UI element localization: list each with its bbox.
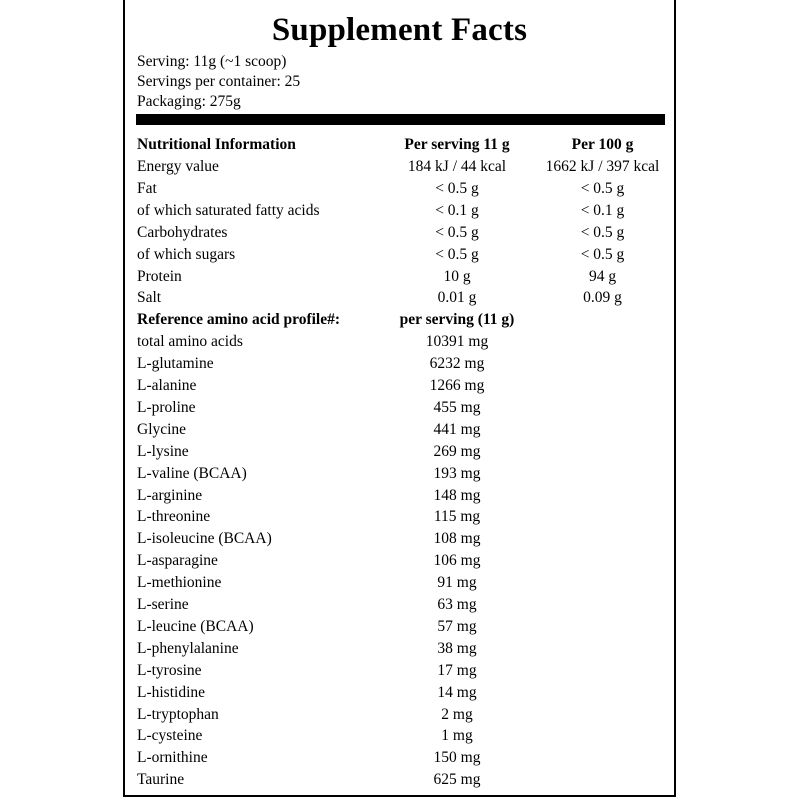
amino-row-col-1: L-isoleucine (BCAA) <box>137 530 272 548</box>
amino-row-col-1: L-ornithine <box>137 749 208 767</box>
amino-row-col-1: L-histidine <box>137 683 206 701</box>
separator-bar <box>136 114 665 125</box>
nutrition-row-col-2: < 0.5 g <box>435 245 479 263</box>
amino-header-per-serving: per serving (11 g) <box>399 311 515 329</box>
nutrition-row <box>125 289 674 311</box>
nutrition-row-col-2: < 0.1 g <box>435 201 479 219</box>
amino-row-col-2: 108 mg <box>433 530 481 548</box>
amino-row <box>125 421 674 443</box>
nutrition-row <box>125 268 674 290</box>
amino-row-col-2: 6232 mg <box>429 355 485 373</box>
amino-row <box>125 771 674 793</box>
amino-row <box>125 355 674 377</box>
amino-row-col-1: L-glutamine <box>137 355 214 373</box>
amino-row <box>125 377 674 399</box>
amino-row-col-2: 2 mg <box>441 705 473 723</box>
amino-row-col-1: L-arginine <box>137 486 203 504</box>
amino-row <box>125 662 674 684</box>
nutrition-row-col-1: Salt <box>137 289 162 307</box>
nutrition-row-col-3: < 0.5 g <box>580 179 625 197</box>
amino-row-col-2: 148 mg <box>433 486 481 504</box>
servings-per-container: Servings per container: 25 <box>137 73 301 90</box>
amino-row-col-1: L-asparagine <box>137 552 218 570</box>
amino-row-col-1: Glycine <box>137 420 187 438</box>
nutrition-row-col-2: < 0.5 g <box>435 179 479 197</box>
amino-row <box>125 706 674 728</box>
amino-row <box>125 465 674 487</box>
nutrition-row-col-2: < 0.5 g <box>435 223 479 241</box>
amino-row <box>125 749 674 771</box>
nutrition-header-per-serving: Per serving 11 g <box>404 136 510 153</box>
amino-row-col-2: 150 mg <box>433 749 481 767</box>
amino-row-col-1: L-valine (BCAA) <box>137 464 247 482</box>
nutrition-header-label: Nutritional Information <box>137 136 296 153</box>
amino-row <box>125 684 674 706</box>
amino-header-row <box>125 311 674 333</box>
amino-row-col-1: L-proline <box>137 398 196 416</box>
nutrition-row <box>125 224 674 246</box>
supplement-facts-panel <box>123 0 676 797</box>
amino-row-col-1: L-tryptophan <box>137 705 219 723</box>
amino-row-col-2: 63 mg <box>437 596 477 613</box>
amino-row <box>125 640 674 662</box>
nutrition-row-col-3: < 0.5 g <box>580 223 625 241</box>
amino-row-col-2: 1266 mg <box>429 377 485 394</box>
nutrition-header-row <box>125 136 674 158</box>
amino-row <box>125 487 674 509</box>
nutrition-row <box>125 246 674 268</box>
nutrition-row <box>125 202 674 224</box>
amino-row-col-2: 38 mg <box>437 639 477 657</box>
amino-row <box>125 618 674 640</box>
amino-row-col-2: 193 mg <box>433 464 481 482</box>
amino-row-col-2: 106 mg <box>433 552 481 570</box>
nutrition-row-col-1: Fat <box>137 179 157 197</box>
nutrition-header-per-100g: Per 100 g <box>571 136 634 153</box>
nutrition-row-col-2: 0.01 g <box>437 289 477 307</box>
amino-row-col-1: L-tyrosine <box>137 661 202 679</box>
packaging: Packaging: 275g <box>137 93 241 110</box>
amino-row <box>125 443 674 465</box>
nutrition-row-col-3: 1662 kJ / 397 kcal <box>545 158 660 175</box>
amino-row-col-2: 17 mg <box>437 661 477 679</box>
nutrition-row <box>125 180 674 202</box>
amino-row <box>125 530 674 552</box>
nutrition-row-col-3: 94 g <box>588 267 617 285</box>
nutrition-row-col-1: Carbohydrates <box>137 223 228 241</box>
amino-row-col-2: 455 mg <box>433 398 481 416</box>
nutrition-row-col-1: of which sugars <box>137 245 236 263</box>
amino-row-col-1: Taurine <box>137 771 185 789</box>
amino-row <box>125 399 674 421</box>
amino-row-col-2: 57 mg <box>437 617 477 635</box>
amino-row-col-2: 625 mg <box>433 771 481 789</box>
amino-row-col-2: 441 mg <box>433 420 481 438</box>
amino-row-col-1: L-leucine (BCAA) <box>137 617 254 635</box>
amino-row <box>125 574 674 596</box>
amino-row-col-2: 269 mg <box>433 442 481 460</box>
nutrition-row-col-3: < 0.5 g <box>580 245 625 263</box>
nutrition-row-col-3: < 0.1 g <box>580 201 625 219</box>
amino-row-col-1: L-methionine <box>137 574 222 592</box>
nutrition-row-col-2: 10 g <box>443 267 471 285</box>
amino-row-col-1: L-lysine <box>137 442 189 460</box>
nutrition-row <box>125 158 674 180</box>
amino-row-col-2: 115 mg <box>433 508 481 526</box>
nutrition-row-col-1: of which saturated fatty acids <box>137 201 320 219</box>
amino-row-col-2: 14 mg <box>437 683 477 701</box>
amino-row-col-1: L-alanine <box>137 377 197 394</box>
amino-row-col-1: L-phenylalanine <box>137 639 239 657</box>
amino-row-col-2: 91 mg <box>437 574 477 592</box>
amino-row-col-2: 10391 mg <box>425 333 489 351</box>
nutrition-row-col-3: 0.09 g <box>583 289 622 307</box>
amino-row-col-1: L-serine <box>137 596 189 613</box>
amino-row <box>125 596 674 618</box>
amino-row-col-1: L-threonine <box>137 508 211 526</box>
amino-row <box>125 552 674 574</box>
amino-row <box>125 333 674 355</box>
nutrition-row-col-1: Protein <box>137 267 182 285</box>
amino-row-col-2: 1 mg <box>441 727 473 745</box>
amino-row <box>125 727 674 749</box>
nutrition-row-col-1: Energy value <box>137 158 219 175</box>
nutrition-row-col-2: 184 kJ / 44 kcal <box>407 158 507 175</box>
amino-row-col-1: L-cysteine <box>137 727 203 745</box>
serving-size: Serving: 11g (~1 scoop) <box>137 53 287 70</box>
panel-title: Supplement Facts <box>271 12 528 48</box>
amino-row-col-1: total amino acids <box>137 333 243 351</box>
amino-row <box>125 508 674 530</box>
amino-header-label: Reference amino acid profile#: <box>137 311 341 329</box>
